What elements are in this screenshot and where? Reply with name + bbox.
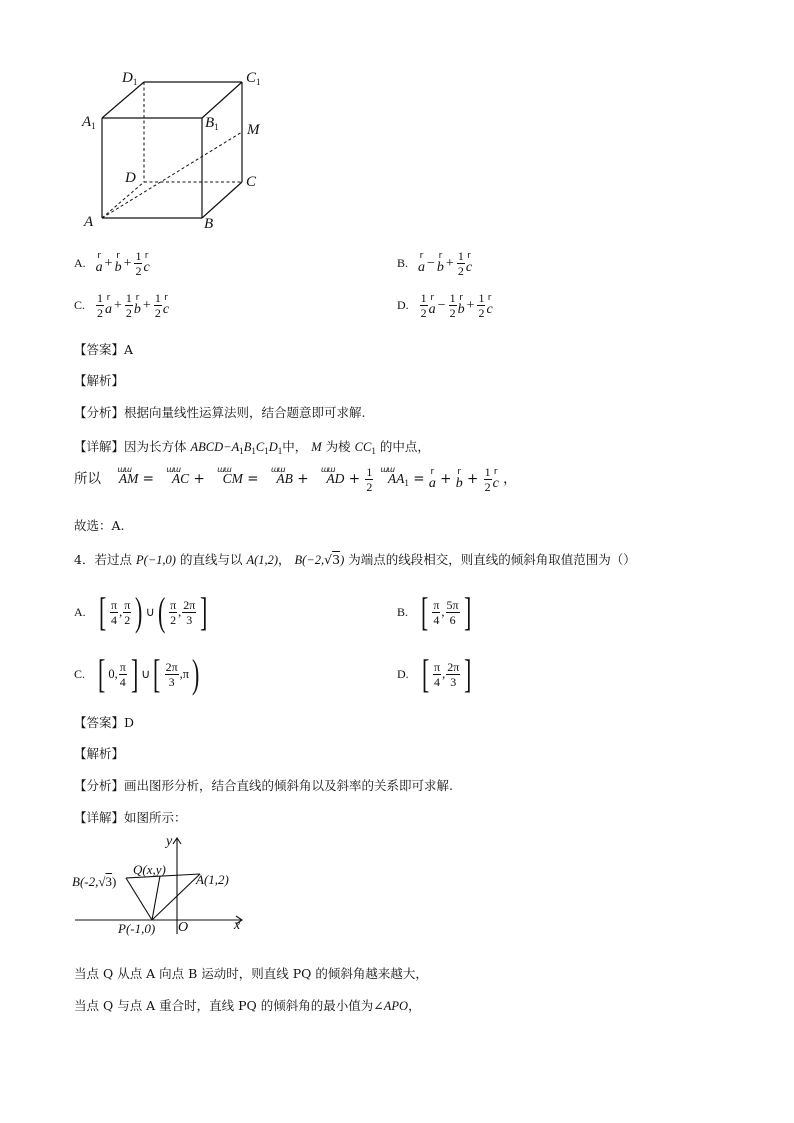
- graph-p-label: P(-1,0): [118, 921, 156, 936]
- segment-p-b: [126, 878, 152, 920]
- label-c1: $C_1$: [246, 70, 261, 87]
- q4-line1: 当点 Q 从点 A 向点 B 运动时，则直线 PQ 的倾斜角越来越大，: [74, 966, 428, 981]
- q4-option-d[interactable]: D. [ $\frac{\pi}{4}$ , $\frac{2\pi}{3}$ ]: [397, 651, 472, 696]
- graph-b-label: B(-2,√3): [72, 874, 117, 889]
- q3-answer: 【答案】A: [74, 342, 134, 357]
- q3-choose: 故选：A.: [74, 518, 125, 533]
- q3-option-a[interactable]: A. r a + r b + $\frac{1}{2}$ r c: [74, 249, 150, 278]
- q4-detail: 【详解】如图所示：: [74, 810, 187, 825]
- q4-stem: 4．若过点 P(−1,0) 的直线与以 A(1,2)， B(−2,√3) 为端点的线段相交，则直线的倾斜角取值范围为（）: [74, 552, 636, 567]
- edge-a-d: [102, 182, 144, 218]
- q4-line2: 当点 Q 与点 A 重合时，直线 PQ 的倾斜角的最小值为∠APO，: [74, 998, 421, 1013]
- graph-q-label: Q(x,y): [133, 862, 166, 877]
- cube-figure: [60, 60, 280, 240]
- label-d: D: [125, 170, 136, 186]
- graph-x-label: x: [234, 918, 241, 933]
- graph-y-label: y: [166, 834, 173, 849]
- label-m: M: [247, 122, 260, 138]
- graph-a-label: A(1,2): [196, 872, 229, 887]
- q4-analysis: 【分析】画出图形分析，结合直线的倾斜角以及斜率的关系即可求解.: [74, 778, 453, 793]
- graph-o-label: O: [178, 920, 189, 935]
- label-a: A: [84, 214, 94, 230]
- q4-option-b[interactable]: B. [ $\frac{\pi}{4}$ , $\frac{5\pi}{6}$ ]: [397, 589, 471, 634]
- edge-b1-c1: [202, 82, 242, 118]
- label-b1: $B_1$: [205, 115, 219, 132]
- edge-b-c: [202, 182, 242, 218]
- q3-option-d[interactable]: D. $\frac{1}{2}$ r a − $\frac{1}{2}$ r b + $\frac{1}{2}$ r c: [397, 291, 493, 320]
- segment-a-m: [102, 132, 242, 218]
- q4-analysis-head: 【解析】: [74, 746, 125, 761]
- q3-vector-equation: 所以 ɯɯAM = ɯɯAC + ɯɯCM = ɯɯAB + ɯɯAD + $\frac{1}{2}$ ɯɯAA$_1$ = r a + r b + $\frac{1}{2}$ r c ，: [74, 465, 517, 494]
- q3-analysis: 【分析】根据向量线性运算法则，结合题意即可求解.: [74, 405, 366, 420]
- q3-analysis-head: 【解析】: [74, 373, 125, 388]
- label-d1: $D_1$: [122, 70, 138, 87]
- edge-a1-d1: [102, 82, 144, 118]
- label-c: C: [246, 174, 257, 190]
- q4-option-a[interactable]: A. [ $\frac{\pi}{4}$ , $\frac{\pi}{2}$ ) ∪ ( $\frac{\pi}{2}$ , $\frac{2\pi}{3}$ ]: [74, 589, 208, 634]
- q3-option-c[interactable]: C. $\frac{1}{2}$ r a + $\frac{1}{2}$ r b + $\frac{1}{2}$ r c: [74, 291, 170, 320]
- q4-option-c[interactable]: C. [ 0, $\frac{\pi}{4}$ ] ∪ [ $\frac{2\pi}{3}$ ,π ): [74, 651, 200, 696]
- q4-answer: 【答案】D: [74, 715, 135, 730]
- q3-detail: 【详解】因为长方体 $ABCD-A_1B_1C_1D_1$中， M 为棱 $CC_1$ 的中点，: [74, 439, 430, 456]
- label-a1: $A_1$: [82, 114, 96, 131]
- label-b: B: [204, 216, 214, 232]
- q3-option-b[interactable]: B. r a − r b + $\frac{1}{2}$ r c: [397, 249, 473, 278]
